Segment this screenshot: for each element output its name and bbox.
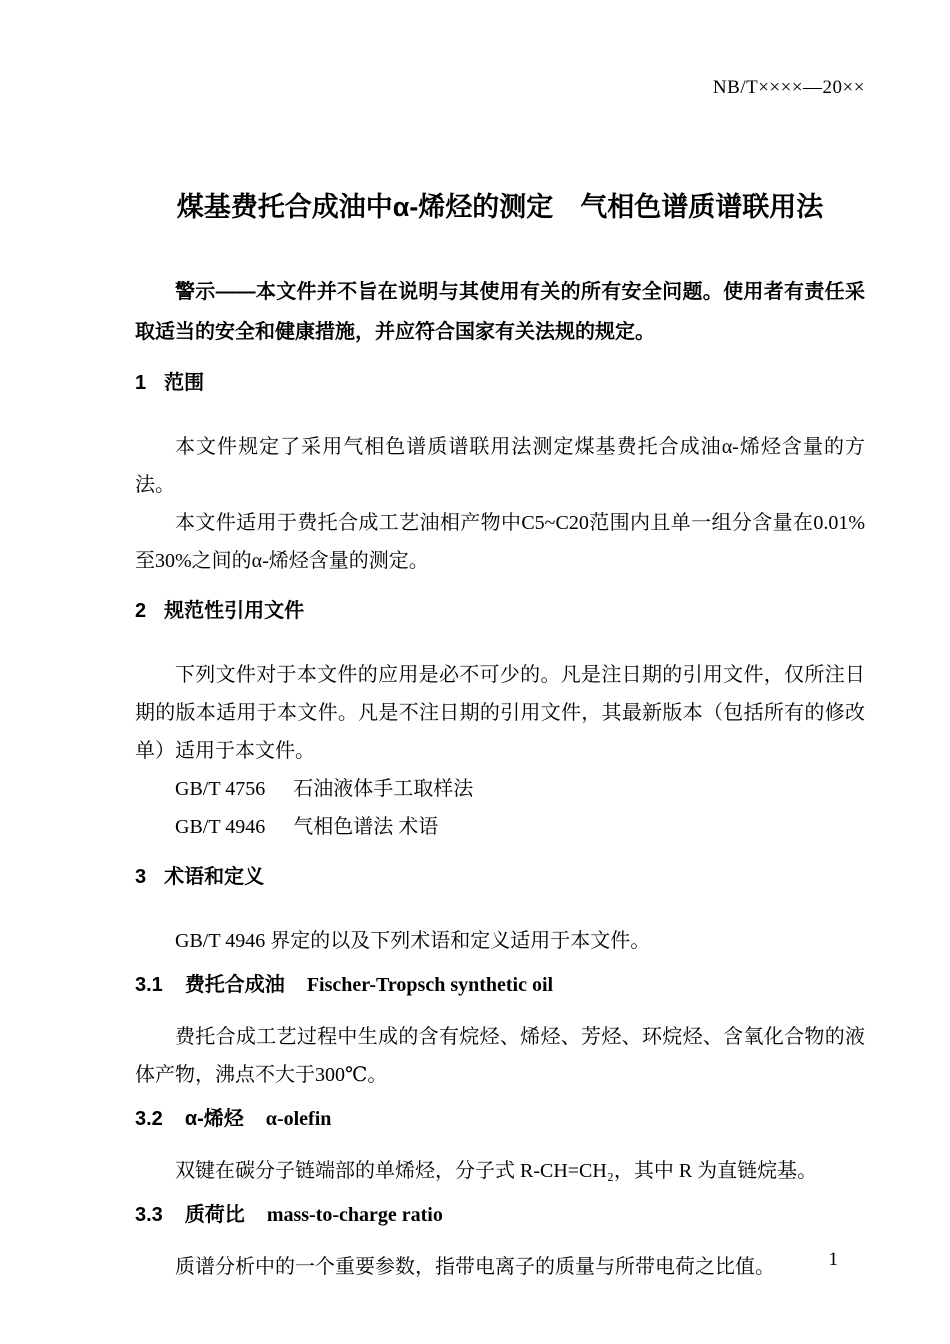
- term-heading-3-3: [135, 1202, 865, 1228]
- term-number: 3.3: [135, 1204, 163, 1226]
- normative-refs-paragraph: 下列文件对于本文件的应用是必不可少的。凡是注日期的引用文件，仅所注日期的版本适用于本文件。凡是不注日期的引用文件，其最新版本（包括所有的修改单）适用于本文件。: [135, 664, 865, 762]
- reference-item: [135, 808, 865, 846]
- term-number: 3.1: [135, 974, 163, 996]
- section-heading-normative-refs: [135, 598, 865, 624]
- section-title: 术语和定义: [164, 866, 265, 888]
- terms-intro-paragraph: GB/T 4946 界定的以及下列术语和定义适用于本文件。: [175, 930, 651, 952]
- term-name-zh: 费托合成油: [184, 974, 285, 996]
- section-title: 规范性引用文件: [164, 600, 305, 622]
- scope-paragraph-2: 本文件适用于费托合成工艺油相产物中C5~C20范围内且单一组分含量在0.01%至30%之间的α-烯烃含量的测定。: [135, 512, 865, 572]
- term-name-en: mass-to-charge ratio: [266, 1204, 443, 1226]
- page-number: 1: [828, 1249, 838, 1270]
- term-name-zh: α-烯烃: [184, 1108, 244, 1130]
- section-number: 3: [135, 866, 147, 888]
- term-number: 3.2: [135, 1108, 163, 1130]
- reference-item: [135, 770, 865, 808]
- safety-warning: 警示——本文件并不旨在说明与其使用有关的所有安全问题。使用者有责任采取适当的安全和健康措施，并应符合国家有关法规的规定。: [135, 281, 865, 343]
- section-heading-terms: [135, 864, 865, 890]
- reference-title: 气相色谱法 术语: [293, 816, 439, 838]
- term-definition-3-1: 费托合成工艺过程中生成的含有烷烃、烯烃、芳烃、环烷烃、含氧化合物的液体产物，沸点不大于300℃。: [135, 1026, 865, 1086]
- term-definition-3-2: 双键在碳分子链端部的单烯烃，分子式 R-CH=CH₂，其中 R 为直链烷基。: [175, 1160, 818, 1182]
- document-title: 煤基费托合成油中α-烯烃的测定 气相色谱质谱联用法: [176, 192, 824, 222]
- reference-code: GB/T 4946: [175, 816, 266, 838]
- reference-title: 石油液体手工取样法: [293, 778, 474, 800]
- section-number: 2: [135, 600, 147, 622]
- reference-code: GB/T 4756: [175, 778, 266, 800]
- term-name-zh: 质荷比: [184, 1204, 245, 1226]
- document-number: NB/T××××—20××: [712, 77, 865, 98]
- scope-paragraph-1: 本文件规定了采用气相色谱质谱联用法测定煤基费托合成油α-烯烃含量的方法。: [135, 436, 865, 496]
- term-definition-3-3: 质谱分析中的一个重要参数，指带电离子的质量与所带电荷之比值。: [175, 1256, 775, 1278]
- term-heading-3-1: [135, 972, 865, 998]
- term-heading-3-2: [135, 1106, 865, 1132]
- section-title: 范围: [164, 372, 205, 394]
- term-name-en: α-olefin: [265, 1108, 332, 1130]
- section-heading-scope: [135, 370, 865, 396]
- section-number: 1: [135, 372, 147, 394]
- term-name-en: Fischer-Tropsch synthetic oil: [306, 974, 554, 996]
